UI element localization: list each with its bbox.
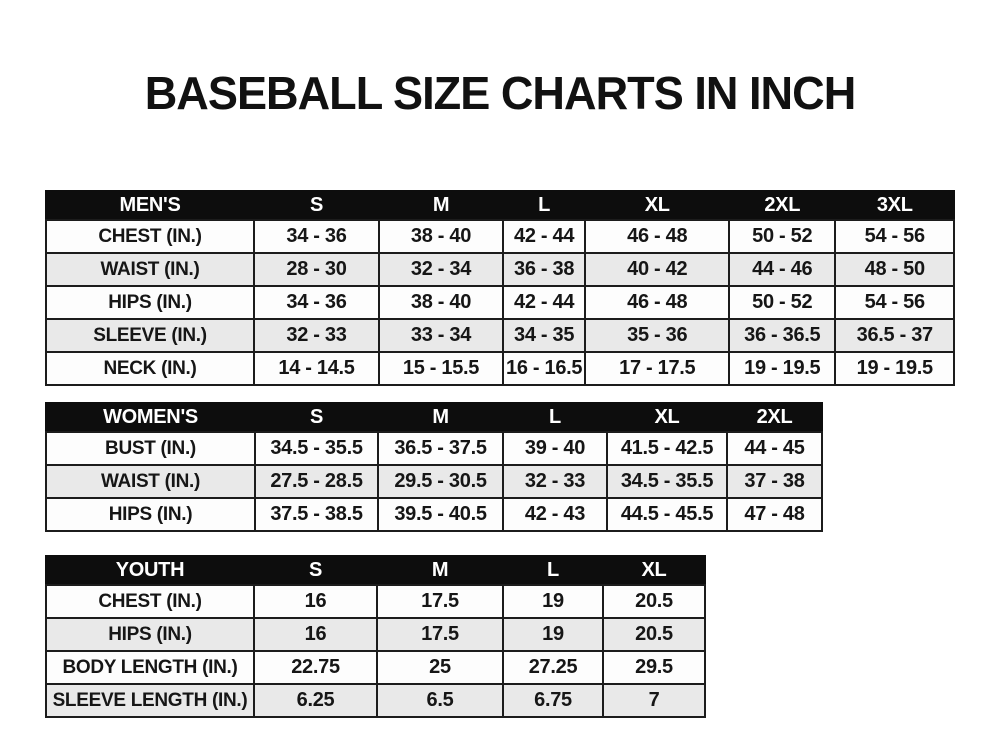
size-value-cell: 19 - 19.5 bbox=[835, 352, 954, 385]
size-value-cell: 46 - 48 bbox=[585, 286, 729, 319]
size-value-cell: 20.5 bbox=[603, 585, 705, 618]
size-header-cell: XL bbox=[585, 191, 729, 220]
size-header-cell: L bbox=[503, 191, 585, 220]
size-header-cell: 2XL bbox=[727, 403, 822, 432]
mens-group-label: MEN'S bbox=[46, 191, 254, 220]
size-value-cell: 34 - 36 bbox=[254, 286, 379, 319]
size-value-cell: 39.5 - 40.5 bbox=[378, 498, 503, 531]
size-header-cell: M bbox=[379, 191, 503, 220]
size-value-cell: 7 bbox=[603, 684, 705, 717]
size-value-cell: 27.5 - 28.5 bbox=[255, 465, 378, 498]
size-value-cell: 47 - 48 bbox=[727, 498, 822, 531]
row-label: WAIST (IN.) bbox=[46, 465, 255, 498]
size-value-cell: 39 - 40 bbox=[503, 432, 607, 465]
size-value-cell: 19 bbox=[503, 585, 603, 618]
size-value-cell: 19 - 19.5 bbox=[729, 352, 835, 385]
size-header-cell: S bbox=[254, 556, 377, 585]
size-value-cell: 54 - 56 bbox=[835, 220, 954, 253]
row-label: CHEST (IN.) bbox=[46, 585, 254, 618]
table-row bbox=[46, 651, 705, 684]
row-label: SLEEVE LENGTH (IN.) bbox=[46, 684, 254, 717]
size-value-cell: 36.5 - 37 bbox=[835, 319, 954, 352]
size-value-cell: 50 - 52 bbox=[729, 286, 835, 319]
size-value-cell: 36.5 - 37.5 bbox=[378, 432, 503, 465]
mens-size-table bbox=[45, 190, 955, 386]
size-value-cell: 44 - 45 bbox=[727, 432, 822, 465]
row-label: WAIST (IN.) bbox=[46, 253, 254, 286]
size-value-cell: 15 - 15.5 bbox=[379, 352, 503, 385]
table-row bbox=[46, 220, 954, 253]
size-value-cell: 34.5 - 35.5 bbox=[607, 465, 727, 498]
size-value-cell: 27.25 bbox=[503, 651, 603, 684]
size-value-cell: 19 bbox=[503, 618, 603, 651]
row-label: BUST (IN.) bbox=[46, 432, 255, 465]
size-header-cell: S bbox=[254, 191, 379, 220]
table-row bbox=[46, 498, 822, 531]
table-row bbox=[46, 286, 954, 319]
size-value-cell: 38 - 40 bbox=[379, 220, 503, 253]
size-value-cell: 46 - 48 bbox=[585, 220, 729, 253]
page-title: BASEBALL SIZE CHARTS IN INCH bbox=[144, 67, 856, 119]
table-row bbox=[46, 253, 954, 286]
row-label: HIPS (IN.) bbox=[46, 286, 254, 319]
size-header-cell: 3XL bbox=[835, 191, 954, 220]
size-value-cell: 17.5 bbox=[377, 585, 503, 618]
size-value-cell: 25 bbox=[377, 651, 503, 684]
size-value-cell: 32 - 34 bbox=[379, 253, 503, 286]
size-value-cell: 36 - 38 bbox=[503, 253, 585, 286]
size-value-cell: 35 - 36 bbox=[585, 319, 729, 352]
size-value-cell: 48 - 50 bbox=[835, 253, 954, 286]
row-label: BODY LENGTH (IN.) bbox=[46, 651, 254, 684]
size-value-cell: 40 - 42 bbox=[585, 253, 729, 286]
size-value-cell: 16 bbox=[254, 585, 377, 618]
size-header-cell: S bbox=[255, 403, 378, 432]
size-value-cell: 34.5 - 35.5 bbox=[255, 432, 378, 465]
row-label: CHEST (IN.) bbox=[46, 220, 254, 253]
size-value-cell: 34 - 36 bbox=[254, 220, 379, 253]
size-value-cell: 16 - 16.5 bbox=[503, 352, 585, 385]
table-row bbox=[46, 352, 954, 385]
size-value-cell: 22.75 bbox=[254, 651, 377, 684]
size-value-cell: 44 - 46 bbox=[729, 253, 835, 286]
row-label: HIPS (IN.) bbox=[46, 618, 254, 651]
size-header-cell: L bbox=[503, 403, 607, 432]
womens-size-table bbox=[45, 402, 823, 532]
table-header-row bbox=[46, 556, 705, 585]
size-value-cell: 6.75 bbox=[503, 684, 603, 717]
size-value-cell: 16 bbox=[254, 618, 377, 651]
size-value-cell: 36 - 36.5 bbox=[729, 319, 835, 352]
table-row bbox=[46, 319, 954, 352]
table-row bbox=[46, 585, 705, 618]
youth-group-label: YOUTH bbox=[46, 556, 254, 585]
size-value-cell: 42 - 43 bbox=[503, 498, 607, 531]
size-value-cell: 42 - 44 bbox=[503, 286, 585, 319]
table-row bbox=[46, 432, 822, 465]
size-value-cell: 28 - 30 bbox=[254, 253, 379, 286]
table-header-row bbox=[46, 403, 822, 432]
size-value-cell: 33 - 34 bbox=[379, 319, 503, 352]
size-value-cell: 14 - 14.5 bbox=[254, 352, 379, 385]
row-label: NECK (IN.) bbox=[46, 352, 254, 385]
size-value-cell: 29.5 - 30.5 bbox=[378, 465, 503, 498]
size-value-cell: 50 - 52 bbox=[729, 220, 835, 253]
size-header-cell: M bbox=[378, 403, 503, 432]
size-value-cell: 42 - 44 bbox=[503, 220, 585, 253]
size-value-cell: 44.5 - 45.5 bbox=[607, 498, 727, 531]
size-value-cell: 37 - 38 bbox=[727, 465, 822, 498]
youth-size-table bbox=[45, 555, 706, 718]
table-row bbox=[46, 618, 705, 651]
size-value-cell: 54 - 56 bbox=[835, 286, 954, 319]
size-header-cell: L bbox=[503, 556, 603, 585]
table-header-row bbox=[46, 191, 954, 220]
size-value-cell: 38 - 40 bbox=[379, 286, 503, 319]
size-value-cell: 6.5 bbox=[377, 684, 503, 717]
size-header-cell: 2XL bbox=[729, 191, 835, 220]
row-label: SLEEVE (IN.) bbox=[46, 319, 254, 352]
size-value-cell: 17 - 17.5 bbox=[585, 352, 729, 385]
size-value-cell: 34 - 35 bbox=[503, 319, 585, 352]
size-value-cell: 6.25 bbox=[254, 684, 377, 717]
size-value-cell: 32 - 33 bbox=[503, 465, 607, 498]
size-value-cell: 41.5 - 42.5 bbox=[607, 432, 727, 465]
size-value-cell: 37.5 - 38.5 bbox=[255, 498, 378, 531]
size-value-cell: 29.5 bbox=[603, 651, 705, 684]
size-value-cell: 20.5 bbox=[603, 618, 705, 651]
size-value-cell: 17.5 bbox=[377, 618, 503, 651]
row-label: HIPS (IN.) bbox=[46, 498, 255, 531]
womens-group-label: WOMEN'S bbox=[46, 403, 255, 432]
size-header-cell: XL bbox=[607, 403, 727, 432]
table-row bbox=[46, 465, 822, 498]
size-header-cell: M bbox=[377, 556, 503, 585]
size-value-cell: 32 - 33 bbox=[254, 319, 379, 352]
table-row bbox=[46, 684, 705, 717]
size-header-cell: XL bbox=[603, 556, 705, 585]
